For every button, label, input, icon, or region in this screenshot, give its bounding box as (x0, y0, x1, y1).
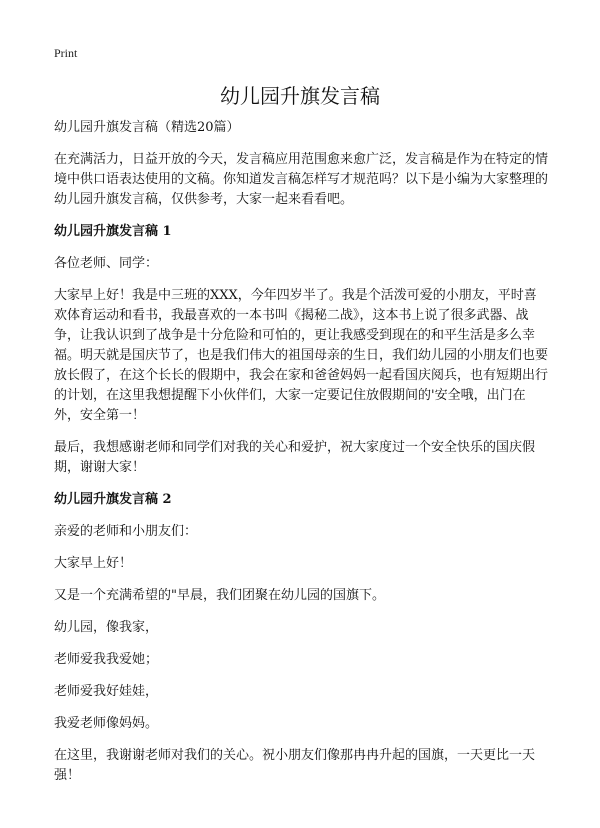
section-2-paragraph: 我爱老师像妈妈。 (54, 716, 159, 731)
section-2-paragraph: 老师爱我好娃娃， (54, 684, 159, 699)
section-2-paragraph: 大家早上好！ (54, 556, 133, 571)
section-1-paragraph: 大家早上好！我是中三班的XXX，今年四岁半了。我是个活泼可爱的小朋友，平时喜欢体育运动和看书，我最喜欢的一本书叫《揭秘二战》，这本书上说了很多武器、战争，让我认识到了战争是十分危险和可怕的，更让我感受到现在的和平生活是多么幸福。明天就是国庆节了，也是我们伟大的祖国母亲的生日，我们幼儿园的小朋友们也要放长假了，在这个长长的假期中，我会在家和爸爸妈妈一起看国庆阅兵，也有短期出行的计划，在这里我想提醒下小伙伴们，大家一定要记住放假期间的'安全哦，出门在外，安全第一！ (54, 288, 549, 423)
section-2-paragraph: 老师爱我我爱她； (54, 652, 159, 667)
intro-paragraph: 在充满活力，日益开放的今天，发言稿应用范围愈来愈广泛，发言稿是作为在特定的情境中供口语表达使用的文稿。你知道发言稿怎样写才规范吗？以下是小编为大家整理的幼儿园升旗发言稿，仅供参考，大家一起来看看吧。 (54, 152, 549, 207)
document-subtitle: 幼儿园升旗发言稿（精选20篇） (54, 120, 240, 135)
section-2-paragraph: 幼儿园，像我家， (54, 620, 159, 635)
print-link[interactable]: Print (54, 46, 78, 60)
document-body (54, 118, 548, 798)
section-1-paragraph: 最后，我想感谢老师和同学们对我的关心和爱护，祝大家度过一个安全快乐的国庆假期，谢谢大家！ (54, 440, 536, 475)
section-1-heading: 幼儿园升旗发言稿 1 (54, 224, 172, 239)
section-2-paragraph: 又是一个充满希望的"早晨，我们团聚在幼儿园的国旗下。 (54, 588, 385, 603)
document-title: 幼儿园升旗发言稿 (220, 84, 380, 108)
section-2-paragraph: 在这里，我谢谢老师对我们的关心。祝小朋友们像那冉冉升起的国旗，一天更比一天强！ (54, 748, 536, 783)
section-2-paragraph: 亲爱的老师和小朋友们： (54, 524, 198, 539)
section-1-paragraph: 各位老师、同学： (54, 256, 159, 271)
section-2-heading: 幼儿园升旗发言稿 2 (54, 492, 172, 507)
